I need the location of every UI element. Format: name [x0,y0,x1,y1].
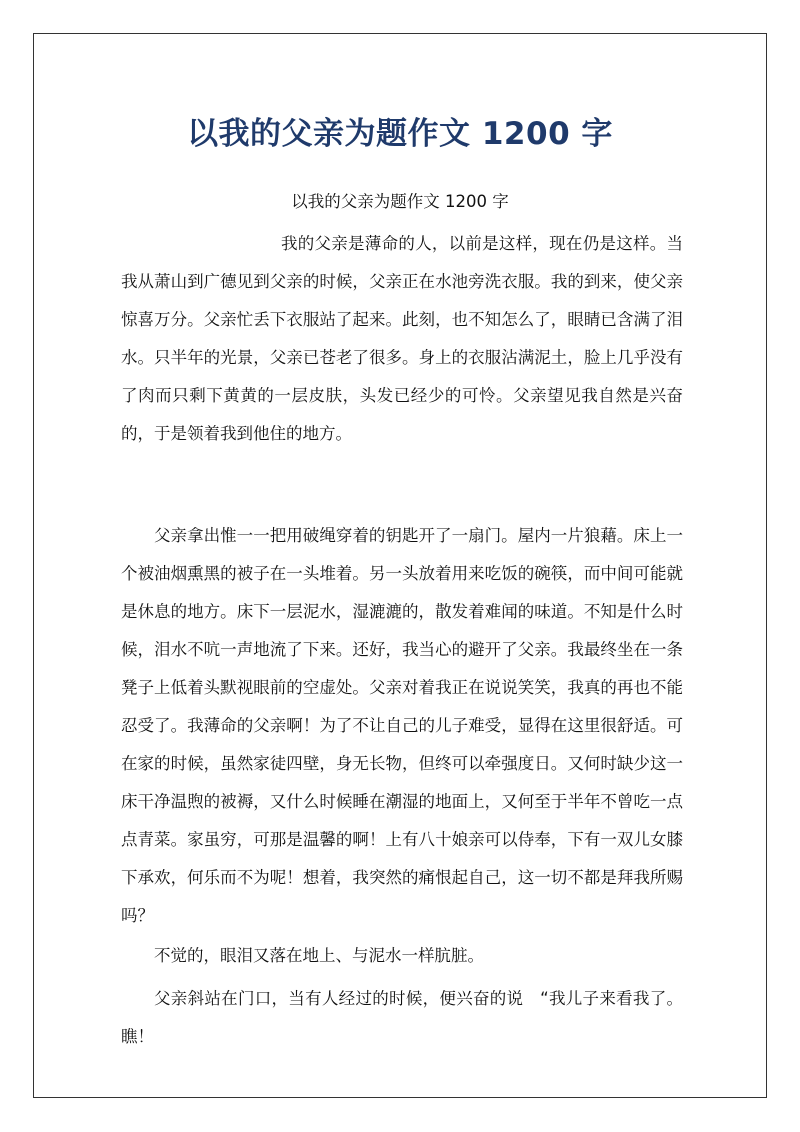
paragraph-3: 不觉的，眼泪又落在地上、与泥水一样肮脏。 [154,946,484,965]
paragraph-2: 父亲拿出惟一一把用破绳穿着的钥匙开了一扇门。屋内一片狼藉。床上一个被油烟熏黑的被子在一头堆着。另一头放着用来吃饭的碗筷，而中间可能就是休息的地方。床下一层泥水，湿漉漉的，散发着难闻的味道。不知是什么时候，泪水不吭一声地流了下来。还好，我当心的避开了父亲。我最终坐在一条凳子上低着头默视眼前的空虚处。父亲对着我正在说说笑笑，我真的再也不能忍受了。我薄命的父亲啊！为了不让自己的儿子难受，显得在这里很舒适。可在家的时候，虽然家徒四壁，身无长物，但终可以牵强度日。又何时缺少这一床干净温煦的被褥，又什么时候睡在潮湿的地面上，又何至于半年不曾吃一点点青菜。家虽穷，可那是温馨的啊！上有八十娘亲可以侍奉，下有一双儿女膝下承欢，何乐而不为呢！想着，我突然的痛恨起自己，这一切不都是拜我所赐吗？ [121,526,683,925]
document-subtitle: 以我的父亲为题作文 1200 字 [291,192,509,211]
paragraph-4: 父亲斜站在门口，当有人经过的时候，便兴奋的说 “我儿子来看我了。瞧！ [121,989,683,1046]
paragraph-1: 我的父亲是薄命的人，以前是这样，现在仍是这样。当我从萧山到广德见到父亲的时候，父亲正在水池旁洗衣服。我的到来，使父亲惊喜万分。父亲忙丢下衣服站了起来。此刻，也不知怎么了，眼睛已含满了泪水。只半年的光景，父亲已苍老了很多。身上的衣服沾满泥土，脸上几乎没有了肉而只剩下黄黄的一层皮肤，头发已经少的可怜。父亲望见我自然是兴奋的，于是领着我到他住的地方。 [121,234,683,443]
document-title: 以我的父亲为题作文 1200 字 [187,116,613,152]
